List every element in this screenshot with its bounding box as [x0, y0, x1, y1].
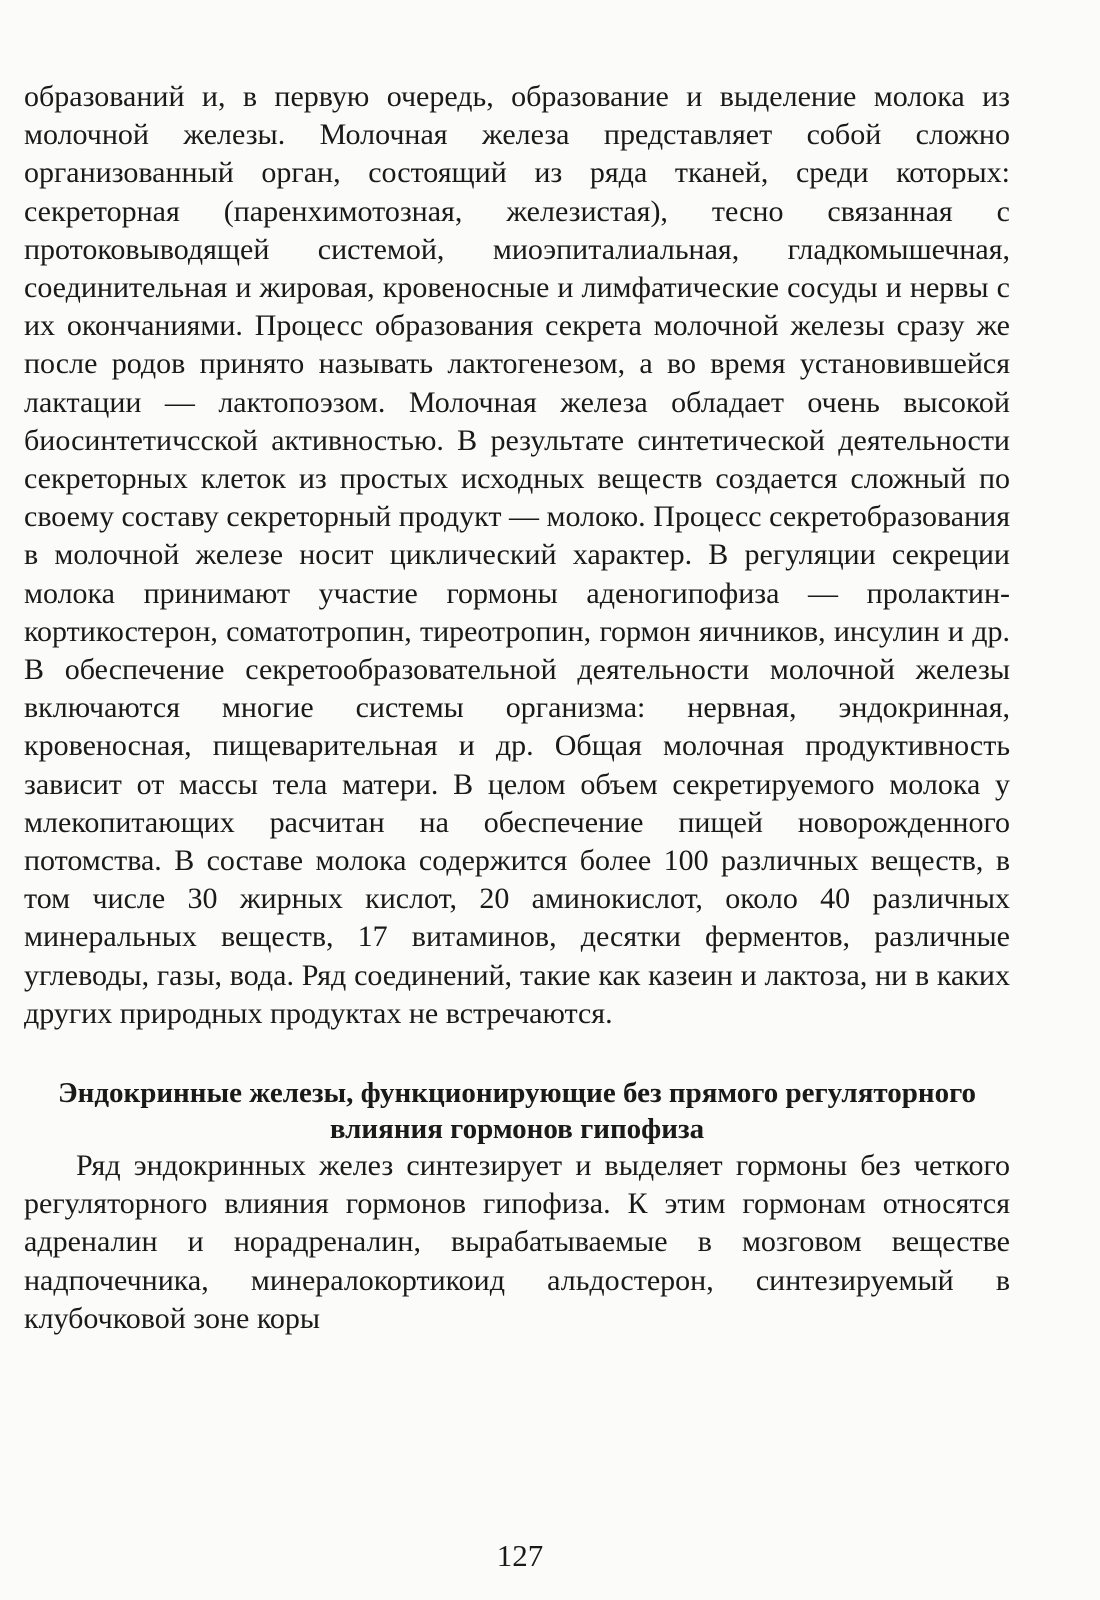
page-number: 127	[496, 1538, 544, 1573]
page-content	[24, 78, 1010, 1338]
section-heading: Эндокринные железы, функционирующие без прямого регуляторного влияния гормонов гипофиза	[57, 1077, 977, 1146]
body-paragraph-2: Ряд эндокринных желез синтезирует и выделяет гормоны без четкого регуляторного влияния гормонов гипофиза. К этим гормонам относятся адреналин и норадреналин, вырабатываемые в мозговом веществе надпочечника, минералокортикоид альдостерон, синтезируемый в клубочковой зоне коры	[24, 1149, 1010, 1335]
body-paragraph: образований и, в первую очередь, образование и выделение молока из молочной железы. Молочная железа представляет собой сложно организованный орган, состоящий из ряда тканей, среди которых: секреторная (паренхимотозная, железистая), тесно связанная с протоковыводящей системой, миоэпиталиальная, гладкомышечная, соединительная и жировая, кровеносные и лимфатические сосуды и нервы с их окончаниями. Процесс образования секрета молочной железы сразу же после родов принято называть лактогенезом, а во время установившейся лактации — лактопоэзом. Молочная железа обладает очень высокой биосинтетичсской активностью. В результате синтетической деятельности секреторных клеток из простых исходных веществ создается сложный по своему составу секреторный продукт — молоко. Процесс секретобразования в молочной железе носит циклический характер. В регуляции секреции молока принимают участие гормоны аденогипофиза — пролактин-кортикостерон, соматотропин, тиреотропин, гормон яичников, инсулин и др. В обеспечение секретообразовательной деятельности молочной железы включаются многие системы организма: нервная, эндокринная, кровеносная, пищеварительная и др. Общая молочная продуктивность зависит от массы тела матери. В целом объем секретируемого молока у млекопитающих расчитан на обеспечение пищей новорожденного потомства. В составе молока содержится более 100 различных веществ, в том числе 30 жирных кислот, 20 аминокислот, около 40 различных минеральных веществ, 17 витаминов, десятки ферментов, различные углеводы, газы, вода. Ряд соединений, такие как казеин и лактоза, ни в каких других природных продуктах не встречаются.	[24, 80, 1010, 1030]
